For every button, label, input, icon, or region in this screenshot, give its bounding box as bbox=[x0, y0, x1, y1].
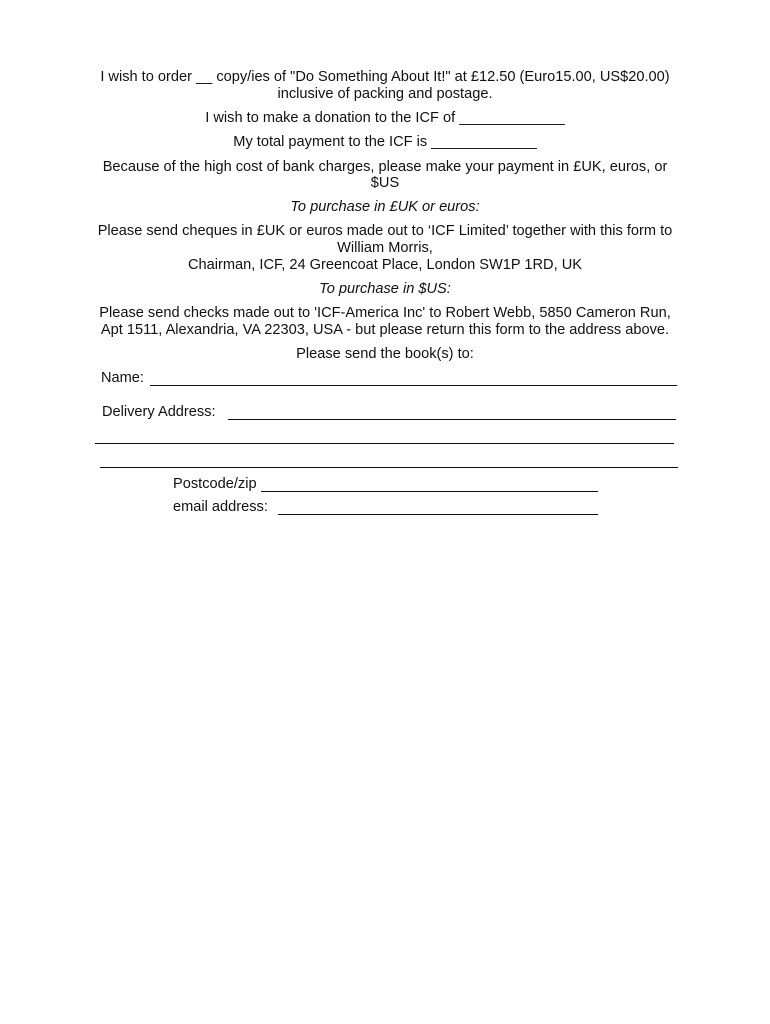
delivery-address-field-line-2[interactable] bbox=[95, 443, 674, 444]
order-line-1: I wish to order __ copy/ies of "Do Something About It!" at £12.50 (Euro15.00, US$20.00) bbox=[100, 69, 670, 85]
name-field[interactable] bbox=[150, 385, 677, 386]
uk-instructions-line-3: Chairman, ICF, 24 Greencoat Place, London SW1P 1RD, UK bbox=[188, 257, 582, 273]
us-purchase-heading: To purchase in $US: bbox=[319, 281, 451, 297]
delivery-address-field-line-1[interactable] bbox=[228, 419, 676, 420]
delivery-address-field-line-3[interactable] bbox=[100, 467, 678, 468]
bank-charges-line-1: Because of the high cost of bank charges, please make your payment in £UK, euros, or bbox=[102, 159, 668, 175]
email-label: email address: bbox=[173, 499, 268, 515]
order-line-2: inclusive of packing and postage. bbox=[277, 86, 493, 102]
donation-line: I wish to make a donation to the ICF of _____________ bbox=[205, 110, 565, 126]
us-instructions-line-2: Apt 1511, Alexandria, VA 22303, USA - but please return this form to the address above. bbox=[100, 322, 670, 338]
uk-instructions-line-2: William Morris, bbox=[337, 240, 433, 256]
name-label: Name: bbox=[101, 370, 144, 386]
postcode-field[interactable] bbox=[261, 491, 598, 492]
postcode-label: Postcode/zip bbox=[173, 476, 257, 492]
email-field[interactable] bbox=[278, 514, 598, 515]
us-instructions-line-1: Please send checks made out to 'ICF-America Inc' to Robert Webb, 5850 Cameron Run, bbox=[99, 305, 671, 321]
send-books-heading: Please send the book(s) to: bbox=[296, 346, 474, 362]
uk-instructions-line-1: Please send cheques in £UK or euros made out to ‘ICF Limited’ together with this form to bbox=[97, 223, 673, 239]
uk-purchase-heading: To purchase in £UK or euros: bbox=[290, 199, 480, 215]
total-payment-line: My total payment to the ICF is _____________ bbox=[233, 134, 537, 150]
bank-charges-line-2: $US bbox=[370, 175, 400, 191]
delivery-address-label: Delivery Address: bbox=[102, 404, 216, 420]
